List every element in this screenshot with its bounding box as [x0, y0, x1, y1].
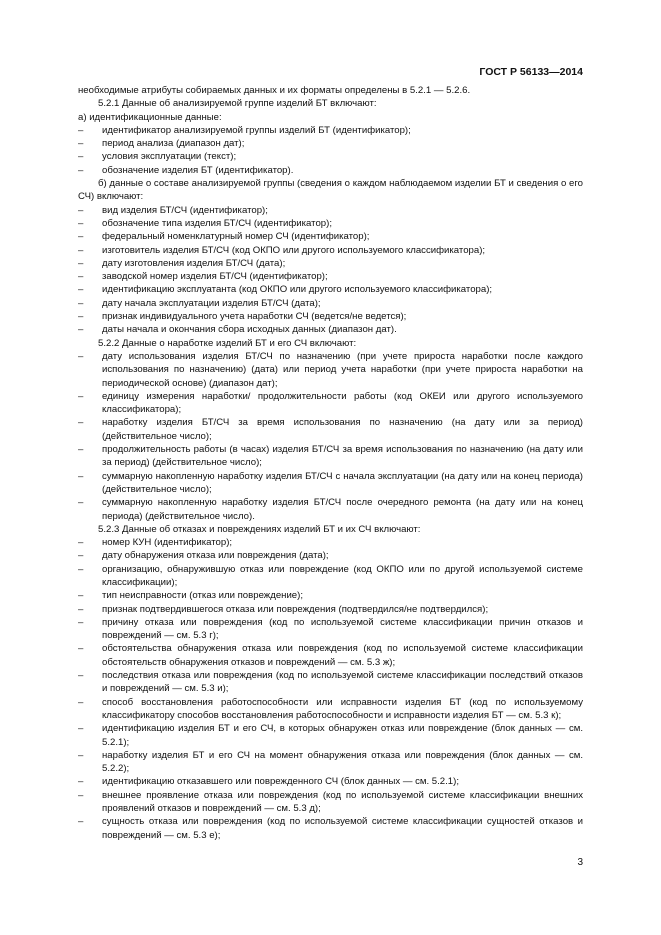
list-item: – дату изготовления изделия БТ/СЧ (дата); [78, 257, 583, 270]
list-item: – способ восстановления работоспособности или исправности изделия БТ (код по используемому классификатору способов восстановления работоспособности и исправности изделия БТ — см. 5.3 к); [78, 696, 583, 723]
paragraph: 5.2.2 Данные о наработке изделий БТ и его СЧ включают: [98, 337, 357, 349]
list-item: – федеральный номенклатурный номер СЧ (идентификатор); [78, 230, 583, 243]
paragraph: 5.2.1 Данные об анализируемой группе изделий БТ включают: [98, 98, 377, 110]
list-item: – условия эксплуатации (текст); [78, 150, 583, 163]
list-item: – суммарную накопленную наработку изделия БТ/СЧ после очередного ремонта (на дату или на конец периода) (действительное число). [78, 496, 583, 523]
list-item: – причину отказа или повреждения (код по используемой системе классификации причин отказов и повреждений — см. 5.3 г); [78, 616, 583, 643]
list-item: – идентификацию эксплуатанта (код ОКПО или другого используемого классификатора); [78, 283, 583, 296]
list-item: – признак подтвердившегося отказа или повреждения (подтвердился/не подтвердился); [78, 603, 583, 616]
list-item: – наработку изделия БТ и его СЧ на момент обнаружения отказа или повреждения (блок данных — см. 5.2.2); [78, 749, 583, 776]
list-item: – период анализа (диапазон дат); [78, 137, 583, 150]
list-item: – заводской номер изделия БТ/СЧ (идентификатор); [78, 270, 583, 283]
document-body [78, 84, 583, 842]
list-item: – обстоятельства обнаружения отказа или повреждения (код по используемой системе классификации обстоятельств обнаружения отказов и повреждений — см. 5.3 ж); [78, 642, 583, 669]
list-item: – идентификацию изделия БТ и его СЧ, в которых обнаружен отказ или повреждение (блок данных — см. 5.2.1); [78, 722, 583, 749]
list-item: – признак индивидуального учета наработки СЧ (ведется/не ведется); [78, 310, 583, 323]
list-item: – номер КУН (идентификатор); [78, 536, 583, 549]
list-item: – последствия отказа или повреждения (код по используемой системе классификации последствий отказов и повреждений — см. 5.3 и); [78, 669, 583, 696]
list-item: – дату обнаружения отказа или повреждения (дата); [78, 549, 583, 562]
paragraph: б) данные о составе анализируемой группы (сведения о каждом наблюдаемом изделии БТ и сведения о его СЧ) включают: [78, 178, 583, 203]
list-item: – идентификацию отказавшего или поврежденного СЧ (блок данных — см. 5.2.1); [78, 775, 583, 788]
list-item: – даты начала и окончания сбора исходных данных (диапазон дат). [78, 323, 583, 336]
document-header: ГОСТ Р 56133—2014 [479, 66, 583, 78]
list-item: – обозначение типа изделия БТ/СЧ (идентификатор); [78, 217, 583, 230]
list-item: – обозначение изделия БТ (идентификатор). [78, 164, 583, 177]
paragraph: необходимые атрибуты собираемых данных и их форматы определены в 5.2.1 — 5.2.6. [78, 85, 471, 96]
list-item: – организацию, обнаружившую отказ или повреждение (код ОКПО или по другой используемой системе классификации); [78, 563, 583, 590]
list-item: – суммарную накопленную наработку изделия БТ/СЧ с начала эксплуатации (на дату или на конец периода) (действительное число); [78, 470, 583, 497]
paragraph: 5.2.3 Данные об отказах и повреждениях изделий БТ и их СЧ включают: [98, 523, 421, 535]
paragraph: а) идентификационные данные: [78, 111, 222, 123]
page-number: 3 [577, 857, 583, 868]
list-item: – тип неисправности (отказ или повреждение); [78, 589, 583, 602]
list-item: – сущность отказа или повреждения (код по используемой системе классификации сущностей отказов и повреждений — см. 5.3 е); [78, 815, 583, 842]
list-item: – внешнее проявление отказа или повреждения (код по используемой системе классификации внешних проявлений отказов и повреждений — см. 5.3 д); [78, 789, 583, 816]
list-item: – идентификатор анализируемой группы изделий БТ (идентификатор); [78, 124, 583, 137]
list-item: – единицу измерения наработки/ продолжительности работы (код ОКЕИ или другого используемого классификатора); [78, 390, 583, 417]
list-item: – изготовитель изделия БТ/СЧ (код ОКПО или другого используемого классификатора); [78, 244, 583, 257]
list-item: – наработку изделия БТ/СЧ за время использования по назначению (на дату или за период) (действительное число); [78, 416, 583, 443]
list-item: – вид изделия БТ/СЧ (идентификатор); [78, 204, 583, 217]
list-item: – дату начала эксплуатации изделия БТ/СЧ (дата); [78, 297, 583, 310]
list-item: – дату использования изделия БТ/СЧ по назначению (при учете прироста наработки после каждого использования по назначению) (дата) или период учета наработки (при учете прироста наработки на периодической основе) (диапазон дат); [78, 350, 583, 390]
list-item: – продолжительность работы (в часах) изделия БТ/СЧ за время использования по назначению (на дату или за период) (действительное число); [78, 443, 583, 470]
